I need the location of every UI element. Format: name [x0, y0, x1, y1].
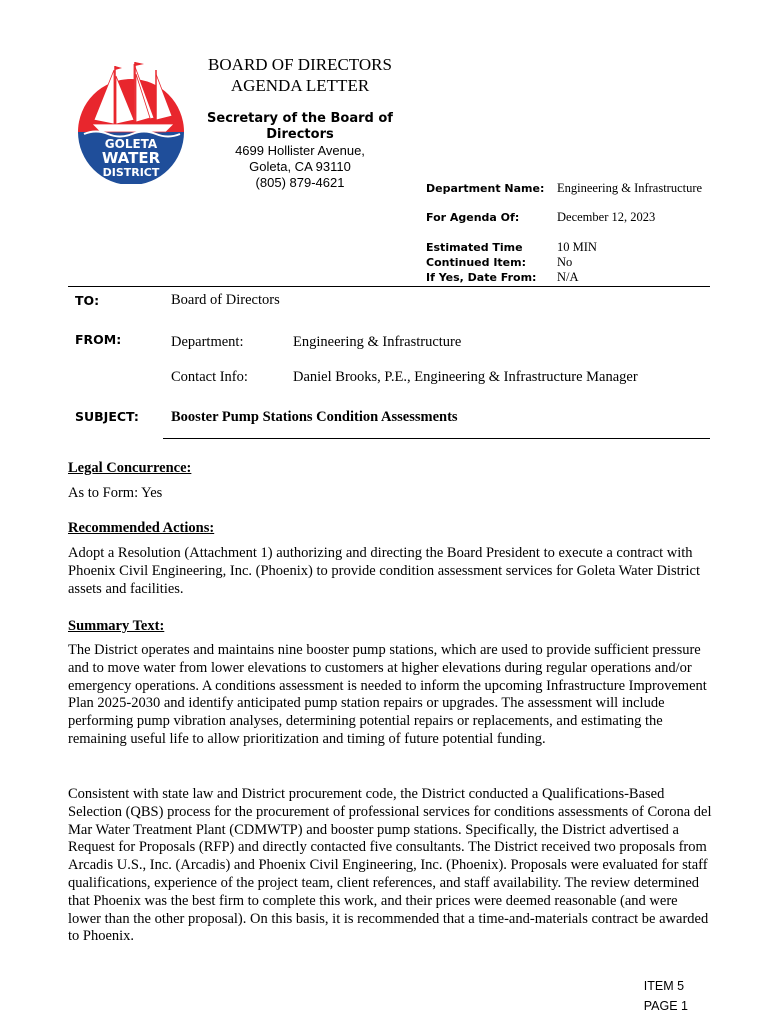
estimated-time-value: 10 MIN: [557, 240, 597, 254]
title-line-2: AGENDA LETTER: [230, 76, 370, 95]
agenda-of-value: December 12, 2023: [557, 210, 656, 224]
header-divider: [68, 286, 710, 287]
legal-concurrence-heading: Legal Concurrence:: [68, 460, 192, 476]
address-line-2: Goleta, CA 93110: [249, 159, 351, 174]
from-department-label: Department:: [171, 334, 244, 350]
item-number: ITEM 5: [643, 979, 685, 993]
phone-number: (805) 879-4621: [255, 175, 345, 190]
to-label: TO:: [75, 293, 100, 308]
recommended-actions-heading: Recommended Actions:: [68, 520, 215, 536]
estimated-time-label: Estimated Time: [426, 241, 523, 254]
department-name-value: Engineering & Infrastructure: [557, 181, 703, 195]
contact-info-value: Daniel Brooks, P.E., Engineering & Infrastructure Manager: [293, 369, 638, 385]
address-line-1: 4699 Hollister Avenue,: [235, 143, 365, 158]
logo-text-district: DISTRICT: [102, 166, 160, 179]
logo-text-water: WATER: [101, 149, 161, 167]
logo-text-goleta: GOLETA: [104, 137, 158, 151]
to-value: Board of Directors: [171, 292, 280, 308]
title-line-1: BOARD OF DIRECTORS: [208, 55, 392, 74]
secretary-line-1: Secretary of the Board of: [207, 111, 393, 126]
subject-label: SUBJECT:: [75, 409, 139, 424]
from-label: FROM:: [75, 332, 122, 347]
secretary-block: [200, 111, 400, 191]
goleta-water-district-logo: [76, 62, 186, 184]
page-number: PAGE 1: [643, 999, 688, 1013]
subject-divider: [163, 438, 710, 439]
continued-item-value: No: [557, 255, 573, 269]
contact-info-label: Contact Info:: [171, 369, 248, 385]
continued-item-label: Continued Item:: [426, 256, 526, 269]
summary-paragraph-2: Consistent with state law and District procurement code, the District conducted a Qualifications-Based Selection (QBS) process for the procurement of professional services for conditions assessments of Corona del Mar Water Treatment Plant (CDMWTP) and booster pump stations. Specifically, the District advertised a Request for Proposals (RFP) and directly contacted five consultants. The District received two proposals from Arcadis U.S., Inc. (Arcadis) and Phoenix Civil Engineering, Inc. (Phoenix). Proposals were evaluated for staff qualifications, experience of the project team, client references, and staff availability. The review determined that Phoenix was the best firm to complete this work, and their prices were deemed reasonable (and were lower than the other proposal). On this basis, it is recommended that a time-and-materials contract be awarded to Phoenix.: [68, 786, 712, 945]
summary-paragraph-1: The District operates and maintains nine booster pump stations, which are used to provide sufficient pressure and to move water from lower elevations to customers at higher elevations during regular operations and/or emergency operations. A conditions assessment is needed to inform the upcoming Infrastructure Improvement Plan 2025-2030 and identify anticipated pump station repairs or upgrades. The assessment will include performing pump vibration analyses, determining potential repairs or replacements, and estimating the remaining useful life to allow prioritization and timing of future potential funding.: [68, 642, 707, 747]
page-footer: [644, 976, 688, 1016]
from-department-value: Engineering & Infrastructure: [293, 334, 462, 350]
document-title: [190, 54, 410, 96]
secretary-line-2: Directors: [266, 127, 334, 142]
agenda-of-label: For Agenda Of:: [426, 211, 520, 224]
department-name-label: Department Name:: [426, 182, 545, 195]
if-yes-date-label: If Yes, Date From:: [426, 271, 537, 284]
recommended-actions-text: Adopt a Resolution (Attachment 1) authorizing and directing the Board President to execute a contract with Phoenix Civil Engineering, Inc. (Phoenix) to provide condition assessment services for Goleta Water District assets and facilities.: [68, 545, 700, 597]
if-yes-date-value: N/A: [557, 270, 579, 284]
legal-concurrence-text: As to Form: Yes: [68, 485, 163, 501]
subject-value: Booster Pump Stations Condition Assessments: [171, 409, 458, 425]
summary-text-heading: Summary Text:: [68, 618, 165, 634]
